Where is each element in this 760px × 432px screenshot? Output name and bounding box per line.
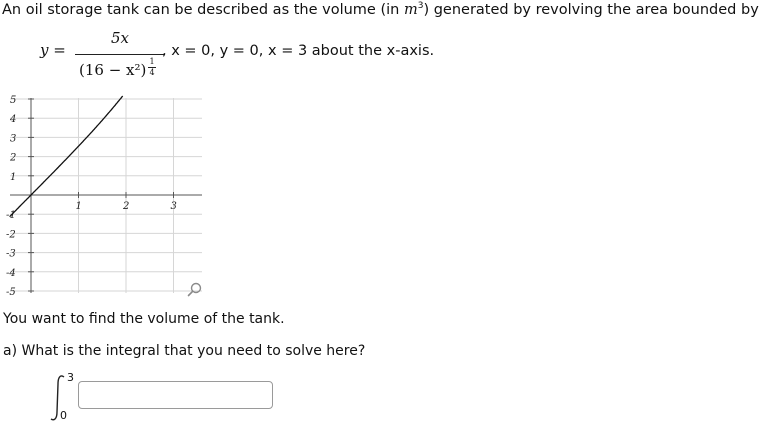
y-tick-label: 4 <box>10 114 17 126</box>
intro-after: ) generated by revolving the area bounded by <box>423 1 759 18</box>
y-tick-label: 2 <box>10 152 17 164</box>
x-tick-label: 3 <box>170 201 177 212</box>
exponent-numerator: 1 <box>149 57 155 66</box>
intro-before: An oil storage tank can be described as the volume (in <box>2 1 404 18</box>
boundary-conditions: , x = 0, y = 0, x = 3 about the x-axis. <box>162 43 435 59</box>
y-tick-label: -2 <box>6 229 16 241</box>
y-tick-label: -4 <box>6 267 16 279</box>
part-a-question: a) What is the integral that you need to solve here? <box>3 343 366 359</box>
integral-lower-limit: 0 <box>60 409 67 422</box>
function-graph <box>0 90 215 300</box>
y-tick-label: 1 <box>10 171 17 183</box>
y-tick-label: 5 <box>10 95 17 106</box>
unit-exponent: 3 <box>417 1 424 11</box>
equation-lhs: y = <box>40 41 66 59</box>
graph-ticks <box>6 95 177 298</box>
magnifier-icon[interactable] <box>186 281 204 299</box>
fraction-bar <box>75 54 165 55</box>
exponent-denominator: 4 <box>149 68 155 77</box>
y-tick-label: -5 <box>6 287 16 298</box>
integral-upper-limit: 3 <box>67 371 74 384</box>
y-tick-label: -1 <box>6 210 16 222</box>
integrand-input[interactable] <box>78 381 273 409</box>
x-tick-label: 2 <box>123 201 130 212</box>
unit-symbol: m <box>403 1 418 18</box>
y-tick-label: -3 <box>6 248 16 260</box>
equation-denominator: (16 − x²) <box>79 61 147 79</box>
equation-numerator: 5x <box>111 29 130 47</box>
question-intro <box>2 1 759 18</box>
x-tick-label: 1 <box>75 201 82 212</box>
y-tick-label: 3 <box>10 133 17 145</box>
equation-exponent <box>148 58 156 77</box>
prompt-text: You want to find the volume of the tank. <box>3 311 285 327</box>
